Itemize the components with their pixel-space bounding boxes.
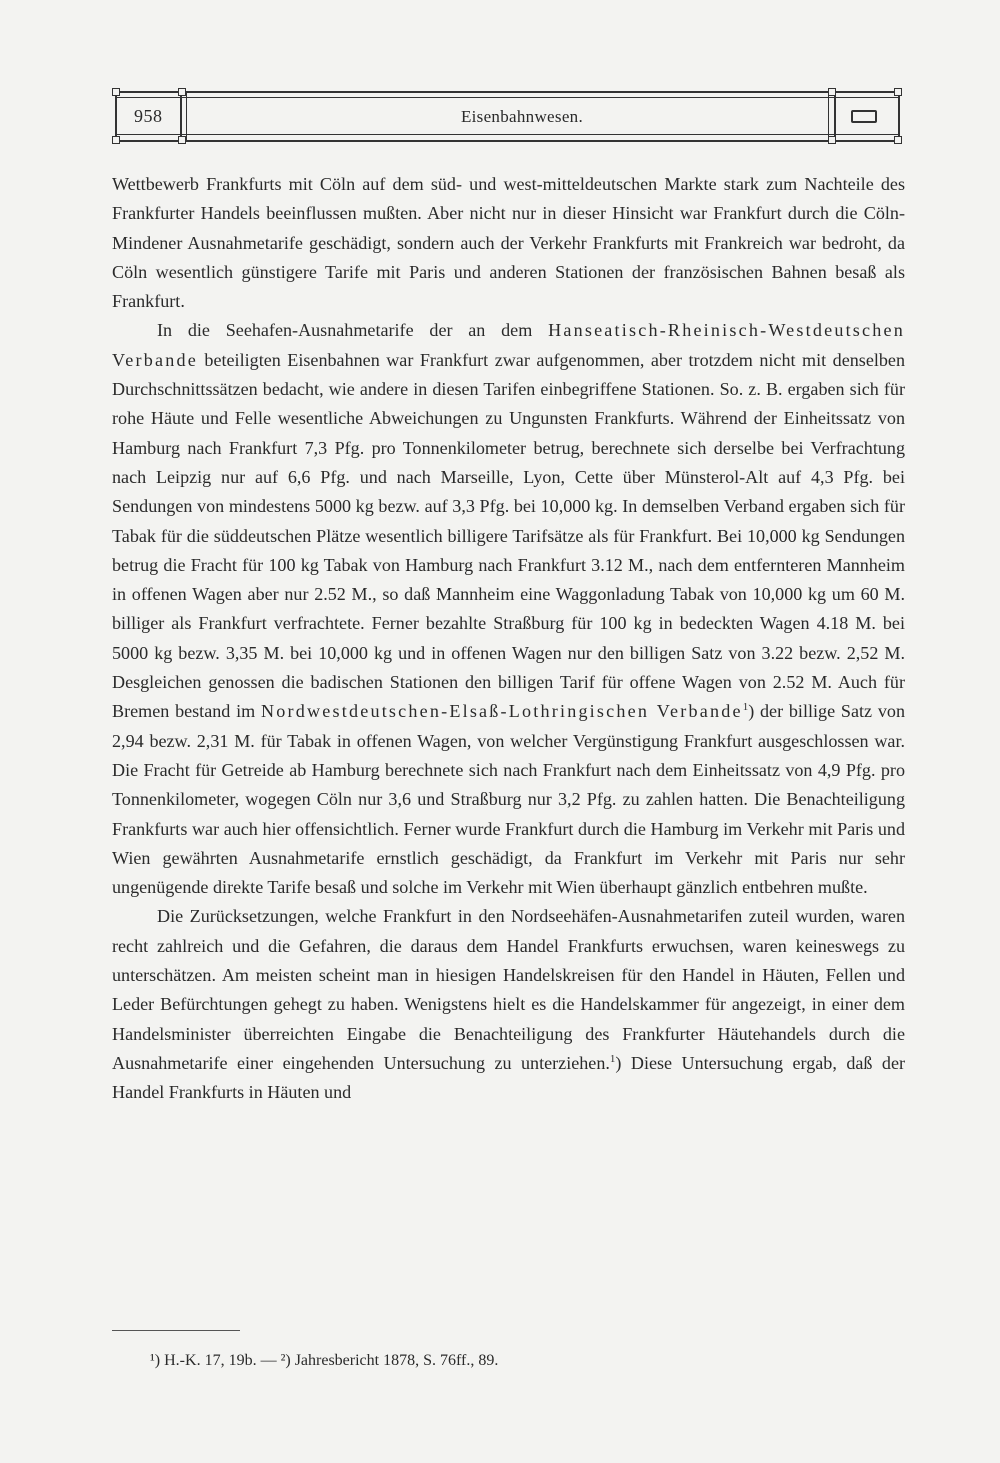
header-corner-ornament [178,88,186,96]
header-box-ornament [851,110,877,123]
spaced-emphasis: Hanseatisch-Rheinisch-Westdeutschen Verbande [112,320,905,370]
header-corner-ornament [112,88,120,96]
footnote-marker: 1 [742,701,749,714]
header-left-divider [180,91,182,141]
spaced-emphasis: Nordwestdeutschen-Elsaß-Lothringischen Verbande [261,701,743,722]
footnote-marker: 1 [609,1052,616,1065]
footnote-rule [112,1330,240,1331]
header-top-rule [116,91,900,93]
body-text [112,170,905,1108]
text-run: In die Seehafen-Ausnahmetarife der an dem [157,320,549,341]
page-number: 958 [134,106,163,126]
running-header [112,88,904,146]
header-left-divider-2 [186,91,187,141]
header-right-divider-2 [834,91,836,141]
footnotes: ¹) H.-K. 17, 19b. — ²) Jahresbericht 1878, S. 76ff., 89. [150,1352,499,1369]
header-top-rule-inner [116,97,900,98]
header-left-border [115,91,117,141]
header-corner-ornament [894,88,902,96]
paragraph [112,902,905,1107]
header-right-divider [828,91,829,141]
header-right-border [898,91,900,141]
text-run: beteiligten Eisenbahnen war Frankfurt zwar aufgenommen, aber trotzdem nicht mit denselben Durchschnittssätzen bedacht, wie andere in diesen Tarifen einbegriffene Stationen. So. z. B. ergaben sich für rohe Häute und Felle wesentliche Abweichungen zu Ungunsten Frankfurts. Während der Einheitssatz von Hamburg nach Frankfurt 7,3 Pfg. pro Tonnenkilometer betrug, berechnete sich derselbe bei Verfrachtung nach Leipzig nur auf 6,6 Pfg. und nach Marseille, Lyon, Cette über Münsterol-Alt auf 4,3 Pfg. bei Sendungen von mindestens 5000 kg bezw. auf 3,3 Pfg. bei 10,000 kg. In demselben Verband ergaben sich für Tabak für die süddeutschen Plätze wesentlich billigere Tarifsätze als für Frankfurt. Bei 10,000 kg Sendungen betrug die Fracht für 100 kg Tabak von Hamburg nach Frankfurt 3.12 M., nach dem entfernteren Mannheim in offenen Wagen aber nur 2.52 M., so daß Mannheim eine Waggonladung Tabak von 10,000 kg um 60 M. billiger als Frankfurt verfrachtete. Ferner bezahlte Straßburg für 100 kg in bedeckten Wagen 4.18 M. bei 5000 kg bezw. 3,35 M. bei 10,000 kg und in offenen Wagen nur den billigen Satz von 3.22 bezw. 2,52 M. Desgleichen genossen die badischen Stationen den billigen Tarif für offene Wagen von 2.52 M. Auch für Bremen bestand im [112,349,905,722]
header-corner-ornament [828,136,836,144]
paragraph [112,316,905,902]
header-corner-ornament [828,88,836,96]
paragraph: Wettbewerb Frankfurts mit Cöln auf dem süd- und west-mitteldeutschen Markte stark zum Nachteile des Frankfurter Handels beeinflussen mußten. Aber nicht nur in dieser Hinsicht war Frankfurt durch die Cöln-Mindener Ausnahmetarife geschädigt, sondern auch der Verkehr Frankfurts mit Frankreich war bedroht, da Cöln wesentlich günstigere Tarife mit Paris und anderen Stationen der französischen Bahnen besaß als Frankfurt. [112,174,905,312]
header-bottom-rule [116,140,900,142]
header-corner-ornament [178,136,186,144]
text-run: ) Diese Untersuchung ergab, daß der Handel Frankfurts in Häuten und [112,1052,905,1103]
header-corner-ornament [112,136,120,144]
header-bottom-rule-inner [116,134,900,135]
text-run: Die Zurücksetzungen, welche Frankfurt in den Nordseehäfen-Ausnahmetarifen zuteil wurden, waren recht zahlreich und die Gefahren, die daraus dem Handel Frankfurts erwuchsen, waren keineswegs zu unterschätzen. Am meisten scheint man in hiesigen Handelskreisen für den Handel in Häuten, Fellen und Leder Befürchtungen gehegt zu haben. Wenigstens hielt es die Handelskammer für angezeigt, in einer dem Handelsminister überreichten Eingabe die Benachteiligung des Frankfurter Häutehandels durch die Ausnahmetarife einer eingehenden Untersuchung zu unterziehen. [112,906,905,1073]
header-corner-ornament [894,136,902,144]
running-title: Eisenbahnwesen. [460,107,584,126]
text-run: ) der billige Satz von 2,94 bezw. 2,31 M. für Tabak in offenen Wagen, von welcher Vergünstigung Frankfurt ausgeschlossen war. Die Fracht für Getreide ab Hamburg berechnete sich nach Frankfurt nach dem Einheitssatz von 4,9 Pfg. pro Tonnenkilometer, wogegen Cöln nur 3,6 und Straßburg nur 3,2 Pfg. zu zahlen hatten. Die Benachteiligung Frankfurts war auch hier offensichtlich. Ferner wurde Frankfurt durch die Hamburg im Verkehr mit Paris und Wien gewährten Ausnahmetarife ernstlich geschädigt, da Frankfurt im Verkehr mit Paris nur sehr ungenügende direkte Tarife besaß und solche im Verkehr mit Wien überhaupt gänzlich entbehren mußte. [112,701,905,898]
